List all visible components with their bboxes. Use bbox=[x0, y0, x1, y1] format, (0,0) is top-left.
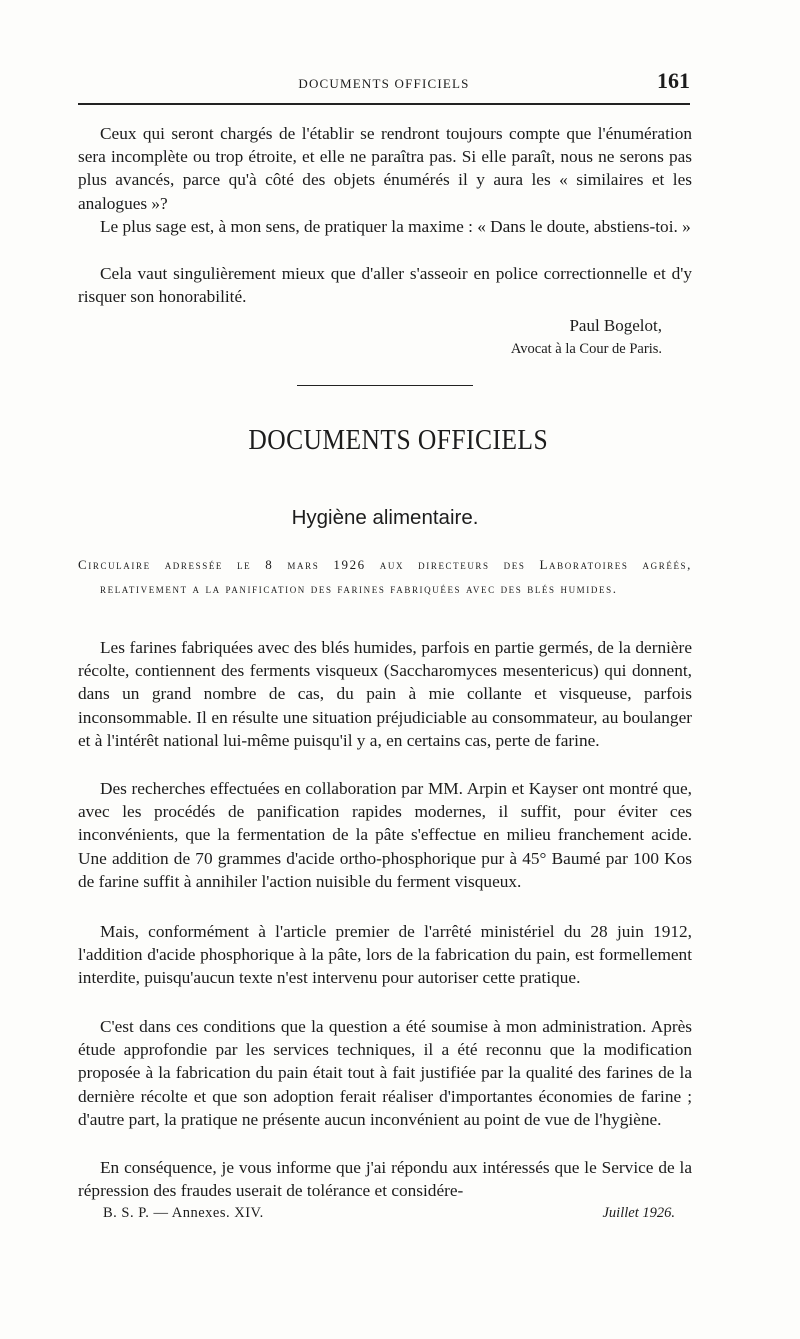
body-paragraph-5: En conséquence, je vous informe que j'ai répondu aux intéressés que le Service de la répression des fraudes userait de tolérance et considére- bbox=[78, 1158, 692, 1201]
running-head bbox=[78, 68, 690, 98]
intro-paragraph-2: Le plus sage est, à mon sens, de pratiquer la maxime : « Dans le doute, abstiens-toi. » bbox=[100, 217, 691, 236]
signature-name: Paul Bogelot, bbox=[569, 316, 662, 335]
circular-heading: Circulaire adressée le 8 mars 1926 aux directeurs des Laboratoires agréés, relativement a la panification des farines fabriquées avec des blés humides. bbox=[78, 557, 692, 596]
body-paragraph-3: Mais, conformément à l'article premier de l'arrêté ministériel du 28 juin 1912, l'addition d'acide phosphorique à la pâte, lors de la fabrication du pain, est formellement interdite, puisqu'aucun texte n'est intervenu pour autoriser cette pratique. bbox=[78, 922, 692, 988]
section-separator bbox=[297, 385, 473, 386]
section-title bbox=[46, 424, 750, 457]
running-title: DOCUMENTS OFFICIELS bbox=[298, 76, 470, 91]
footer-date: Juillet 1926. bbox=[602, 1205, 675, 1221]
header-rule bbox=[78, 103, 690, 105]
footer-source: B. S. P. — Annexes. XIV. bbox=[103, 1205, 264, 1221]
section-title-text: DOCUMENTS OFFICIELS bbox=[248, 424, 549, 456]
body-paragraph-1: Les farines fabriquées avec des blés humides, parfois en partie germés, de la dernière récolte, contiennent des ferments visqueux (Saccharomyces mesentericus) qui donnent, dans un grand nombre de cas, du pain à mie collante et visqueuse, parfois inconsommable. Il en résulte une situation préjudiciable au consommateur, au boulanger et à l'intérêt national lui-même puisqu'il y a, en certains cas, perte de farine. bbox=[78, 638, 692, 750]
body-paragraph-2: Des recherches effectuées en collaboration par MM. Arpin et Kayser ont montré que, avec les procédés de panification rapides modernes, il suffit, pour éviter ces inconvénients, que la fermentation de la pâte s'effectue en milieu franchement acide. Une addition de 70 grammes d'acide ortho-phosphorique pur à 45° Baumé par 100 Kos de farine suffit à annihiler l'action nuisible du ferment visqueux. bbox=[78, 779, 692, 891]
intro-paragraph-3: Cela vaut singulièrement mieux que d'aller s'asseoir en police correctionnelle et d'y risquer son honorabilité. bbox=[78, 264, 692, 307]
page-footer bbox=[78, 1205, 690, 1229]
signature-title: Avocat à la Cour de Paris. bbox=[510, 341, 662, 357]
intro-paragraph-1: Ceux qui seront chargés de l'établir se rendront toujours compte que l'énumération sera incomplète ou trop étroite, et elle ne paraîtra pas. Si elle paraît, nous ne serons pas plus avancés, parce qu'à côté des objets énumérés il y aura les « similaires et les analogues »? bbox=[78, 124, 692, 213]
section-subtitle: Hygiène alimentaire. bbox=[291, 506, 479, 529]
body-paragraph-4: C'est dans ces conditions que la question a été soumise à mon administration. Après étude approfondie par les services techniques, il a été reconnu que la modification proposée à la fabrication du pain était tout à fait justifiée par la qualité des farines de la dernière récolte et que son adoption ferait réaliser d'importantes économies de farine ; d'autre part, la pratique ne présente aucun inconvénient au point de vue de l'hygiène. bbox=[78, 1017, 692, 1129]
page-number: 161 bbox=[657, 68, 690, 93]
